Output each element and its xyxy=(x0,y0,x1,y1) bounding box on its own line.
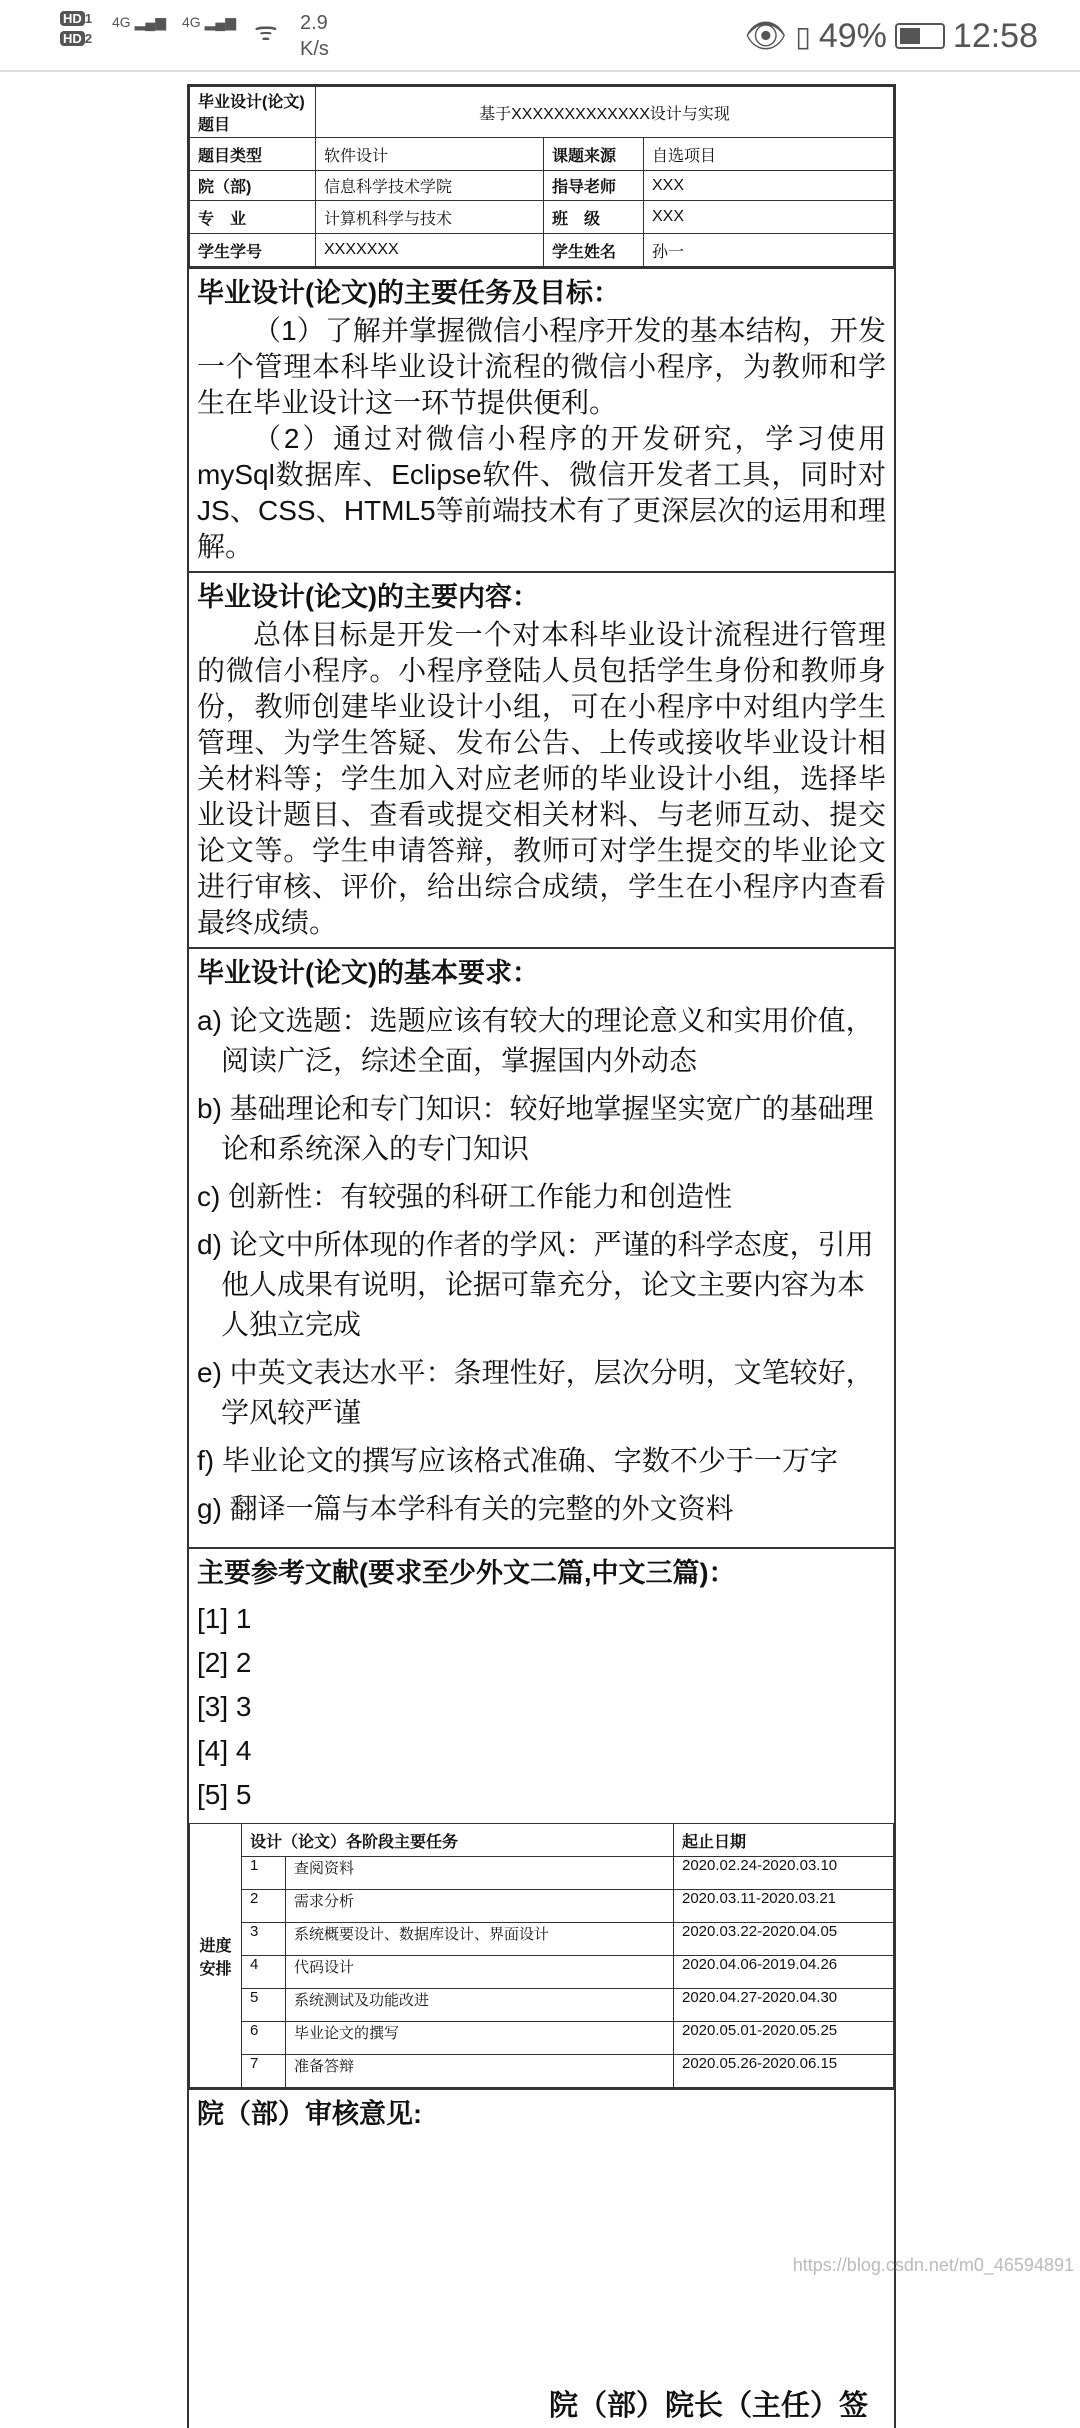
schedule-row xyxy=(190,2055,894,2088)
row-number: 7 xyxy=(242,2055,286,2088)
status-bar xyxy=(0,0,1080,72)
section-heading: 毕业设计(论文)的基本要求： xyxy=(197,958,539,988)
field-value: XXX xyxy=(644,171,894,201)
date-cell: 2020.03.11-2020.03.21 xyxy=(674,1890,894,1923)
info-table xyxy=(189,86,894,267)
field-value: 信息科学技术学院 xyxy=(316,171,544,201)
sim2-label: 2 xyxy=(84,31,93,46)
field-label: 课题来源 xyxy=(544,138,644,171)
reference-item: [4] 4 xyxy=(197,1735,252,1766)
reference-item: [1] 1 xyxy=(197,1603,252,1634)
schedule-side-label: 进度安排 xyxy=(190,1824,242,2088)
task-cell: 系统概要设计、数据库设计、界面设计 xyxy=(286,1923,674,1956)
field-value: 软件设计 xyxy=(316,138,544,171)
field-label: 学生姓名 xyxy=(544,234,644,267)
sim-indicators xyxy=(60,10,92,50)
paragraph: （2）通过对微信小程序的开发研究，学习使用mySql数据库、Eclipse软件、微信开发者工具，同时对JS、CSS、HTML5等前端技术有了更深层次的运用和理解。 xyxy=(197,423,886,562)
signal-icon: 4G ▂▄▆ xyxy=(112,14,167,30)
task-cell: 准备答辩 xyxy=(286,2055,674,2088)
hd-icon: HD xyxy=(60,11,85,26)
row-number: 1 xyxy=(242,1857,286,1890)
task-cell: 需求分析 xyxy=(286,1890,674,1923)
schedule-row xyxy=(190,1989,894,2022)
row-number: 3 xyxy=(242,1923,286,1956)
date-cell: 2020.05.26-2020.06.15 xyxy=(674,2055,894,2088)
eye-comfort-icon: 👁 xyxy=(744,17,788,55)
title-value: 基于XXXXXXXXXXXXX设计与实现 xyxy=(316,87,894,138)
paragraph: （1）了解并掌握微信小程序开发的基本结构，开发一个管理本科毕业设计流程的微信小程序，为教师和学生在毕业设计这一环节提供便利。 xyxy=(197,315,886,418)
row-number: 5 xyxy=(242,1989,286,2022)
requirements-section xyxy=(189,947,894,1547)
requirement-item: f) 毕业论文的撰写应该格式准确、字数不少于一万字 xyxy=(197,1445,838,1476)
requirement-item: d) 论文中所体现的作者的学风：严谨的科学态度，引用他人成果有说明，论据可靠充分，论文主要内容为本人独立完成 xyxy=(197,1229,874,1340)
requirement-item: c) 创新性：有较强的科研工作能力和创造性 xyxy=(197,1181,733,1212)
field-label: 题目类型 xyxy=(190,138,316,171)
date-header: 起止日期 xyxy=(674,1824,894,1857)
references-section xyxy=(189,1547,894,1823)
task-header: 设计（论文）各阶段主要任务 xyxy=(242,1824,674,1857)
battery-icon xyxy=(895,23,945,49)
date-cell: 2020.05.01-2020.05.25 xyxy=(674,2022,894,2055)
field-value: XXXXXXX xyxy=(316,234,544,267)
tasks-section xyxy=(189,267,894,571)
requirement-item: e) 中英文表达水平：条理性好，层次分明，文笔较好，学风较严谨 xyxy=(197,1357,874,1428)
vibrate-icon: ▯ xyxy=(795,20,811,52)
reference-item: [3] 3 xyxy=(197,1691,252,1722)
schedule-row xyxy=(190,1956,894,1989)
section-heading: 毕业设计(论文)的主要内容： xyxy=(197,582,539,612)
signal-icon: 4G ▂▄▆ xyxy=(182,14,237,30)
field-label: 学生学号 xyxy=(190,234,316,267)
hd-icon: HD xyxy=(60,31,85,46)
signature-label: 院（部）院长（主任）签 xyxy=(549,2390,869,2422)
paragraph: 总体目标是开发一个对本科毕业设计流程进行管理的微信小程序。小程序登陆人员包括学生身份和教师身份，教师创建毕业设计小组，可在小程序中对组内学生管理、为学生答疑、发布公告、上传或接收毕业设计相关材料等；学生加入对应老师的毕业设计小组，选择毕业设计题目、查看或提交相关材料、与老师互动、提交论文等。学生申请答辩，教师可对学生提交的毕业论文进行审核、评价，给出综合成绩，学生在小程序内查看最终成绩。 xyxy=(197,619,886,938)
requirement-item: g) 翻译一篇与本学科有关的完整的外文资料 xyxy=(197,1493,734,1524)
title-label: 毕业设计(论文)题目 xyxy=(190,87,316,138)
field-value: 计算机科学与技术 xyxy=(316,201,544,234)
row-number: 6 xyxy=(242,2022,286,2055)
sim1-label: 1 xyxy=(84,11,93,26)
reference-item: [5] 5 xyxy=(197,1779,252,1810)
schedule-row xyxy=(190,1890,894,1923)
review-section xyxy=(189,2088,894,2428)
requirement-item: b) 基础理论和专门知识：较好地掌握坚实宽广的基础理论和系统深入的专门知识 xyxy=(197,1093,874,1164)
section-heading: 院（部）审核意见: xyxy=(197,2099,422,2129)
network-speed: 2.9 K/s xyxy=(300,12,329,60)
thesis-task-document xyxy=(187,84,896,2428)
task-cell: 查阅资料 xyxy=(286,1857,674,1890)
battery-percent: 49% xyxy=(818,16,887,55)
date-cell: 2020.03.22-2020.04.05 xyxy=(674,1923,894,1956)
field-label: 专 业 xyxy=(190,201,316,234)
date-cell: 2020.04.27-2020.04.30 xyxy=(674,1989,894,2022)
schedule-row xyxy=(190,2022,894,2055)
section-heading: 主要参考文献(要求至少外文二篇,中文三篇)： xyxy=(197,1558,736,1588)
task-cell: 系统测试及功能改进 xyxy=(286,1989,674,2022)
wifi-icon: ᯤ xyxy=(254,16,278,46)
field-label: 指导老师 xyxy=(544,171,644,201)
field-label: 院（部) xyxy=(190,171,316,201)
section-heading: 毕业设计(论文)的主要任务及目标： xyxy=(197,278,620,308)
field-label: 班 级 xyxy=(544,201,644,234)
reference-item: [2] 2 xyxy=(197,1647,252,1678)
content-section xyxy=(189,571,894,947)
task-cell: 代码设计 xyxy=(286,1956,674,1989)
date-cell: 2020.02.24-2020.03.10 xyxy=(674,1857,894,1890)
schedule-row xyxy=(190,1857,894,1890)
field-value: XXX xyxy=(644,201,894,234)
row-number: 2 xyxy=(242,1890,286,1923)
clock: 12:58 xyxy=(952,16,1038,55)
date-cell: 2020.04.06-2019.04.26 xyxy=(674,1956,894,1989)
row-number: 4 xyxy=(242,1956,286,1989)
requirement-item: a) 论文选题：选题应该有较大的理论意义和实用价值，阅读广泛，综述全面，掌握国内外动态 xyxy=(197,1005,874,1076)
schedule-table xyxy=(189,1823,894,2088)
task-cell: 毕业论文的撰写 xyxy=(286,2022,674,2055)
schedule-row xyxy=(190,1923,894,1956)
field-value: 自选项目 xyxy=(644,138,894,171)
field-value: 孙一 xyxy=(644,234,894,267)
watermark: https://blog.csdn.net/m0_46594891 xyxy=(792,2255,1074,2275)
